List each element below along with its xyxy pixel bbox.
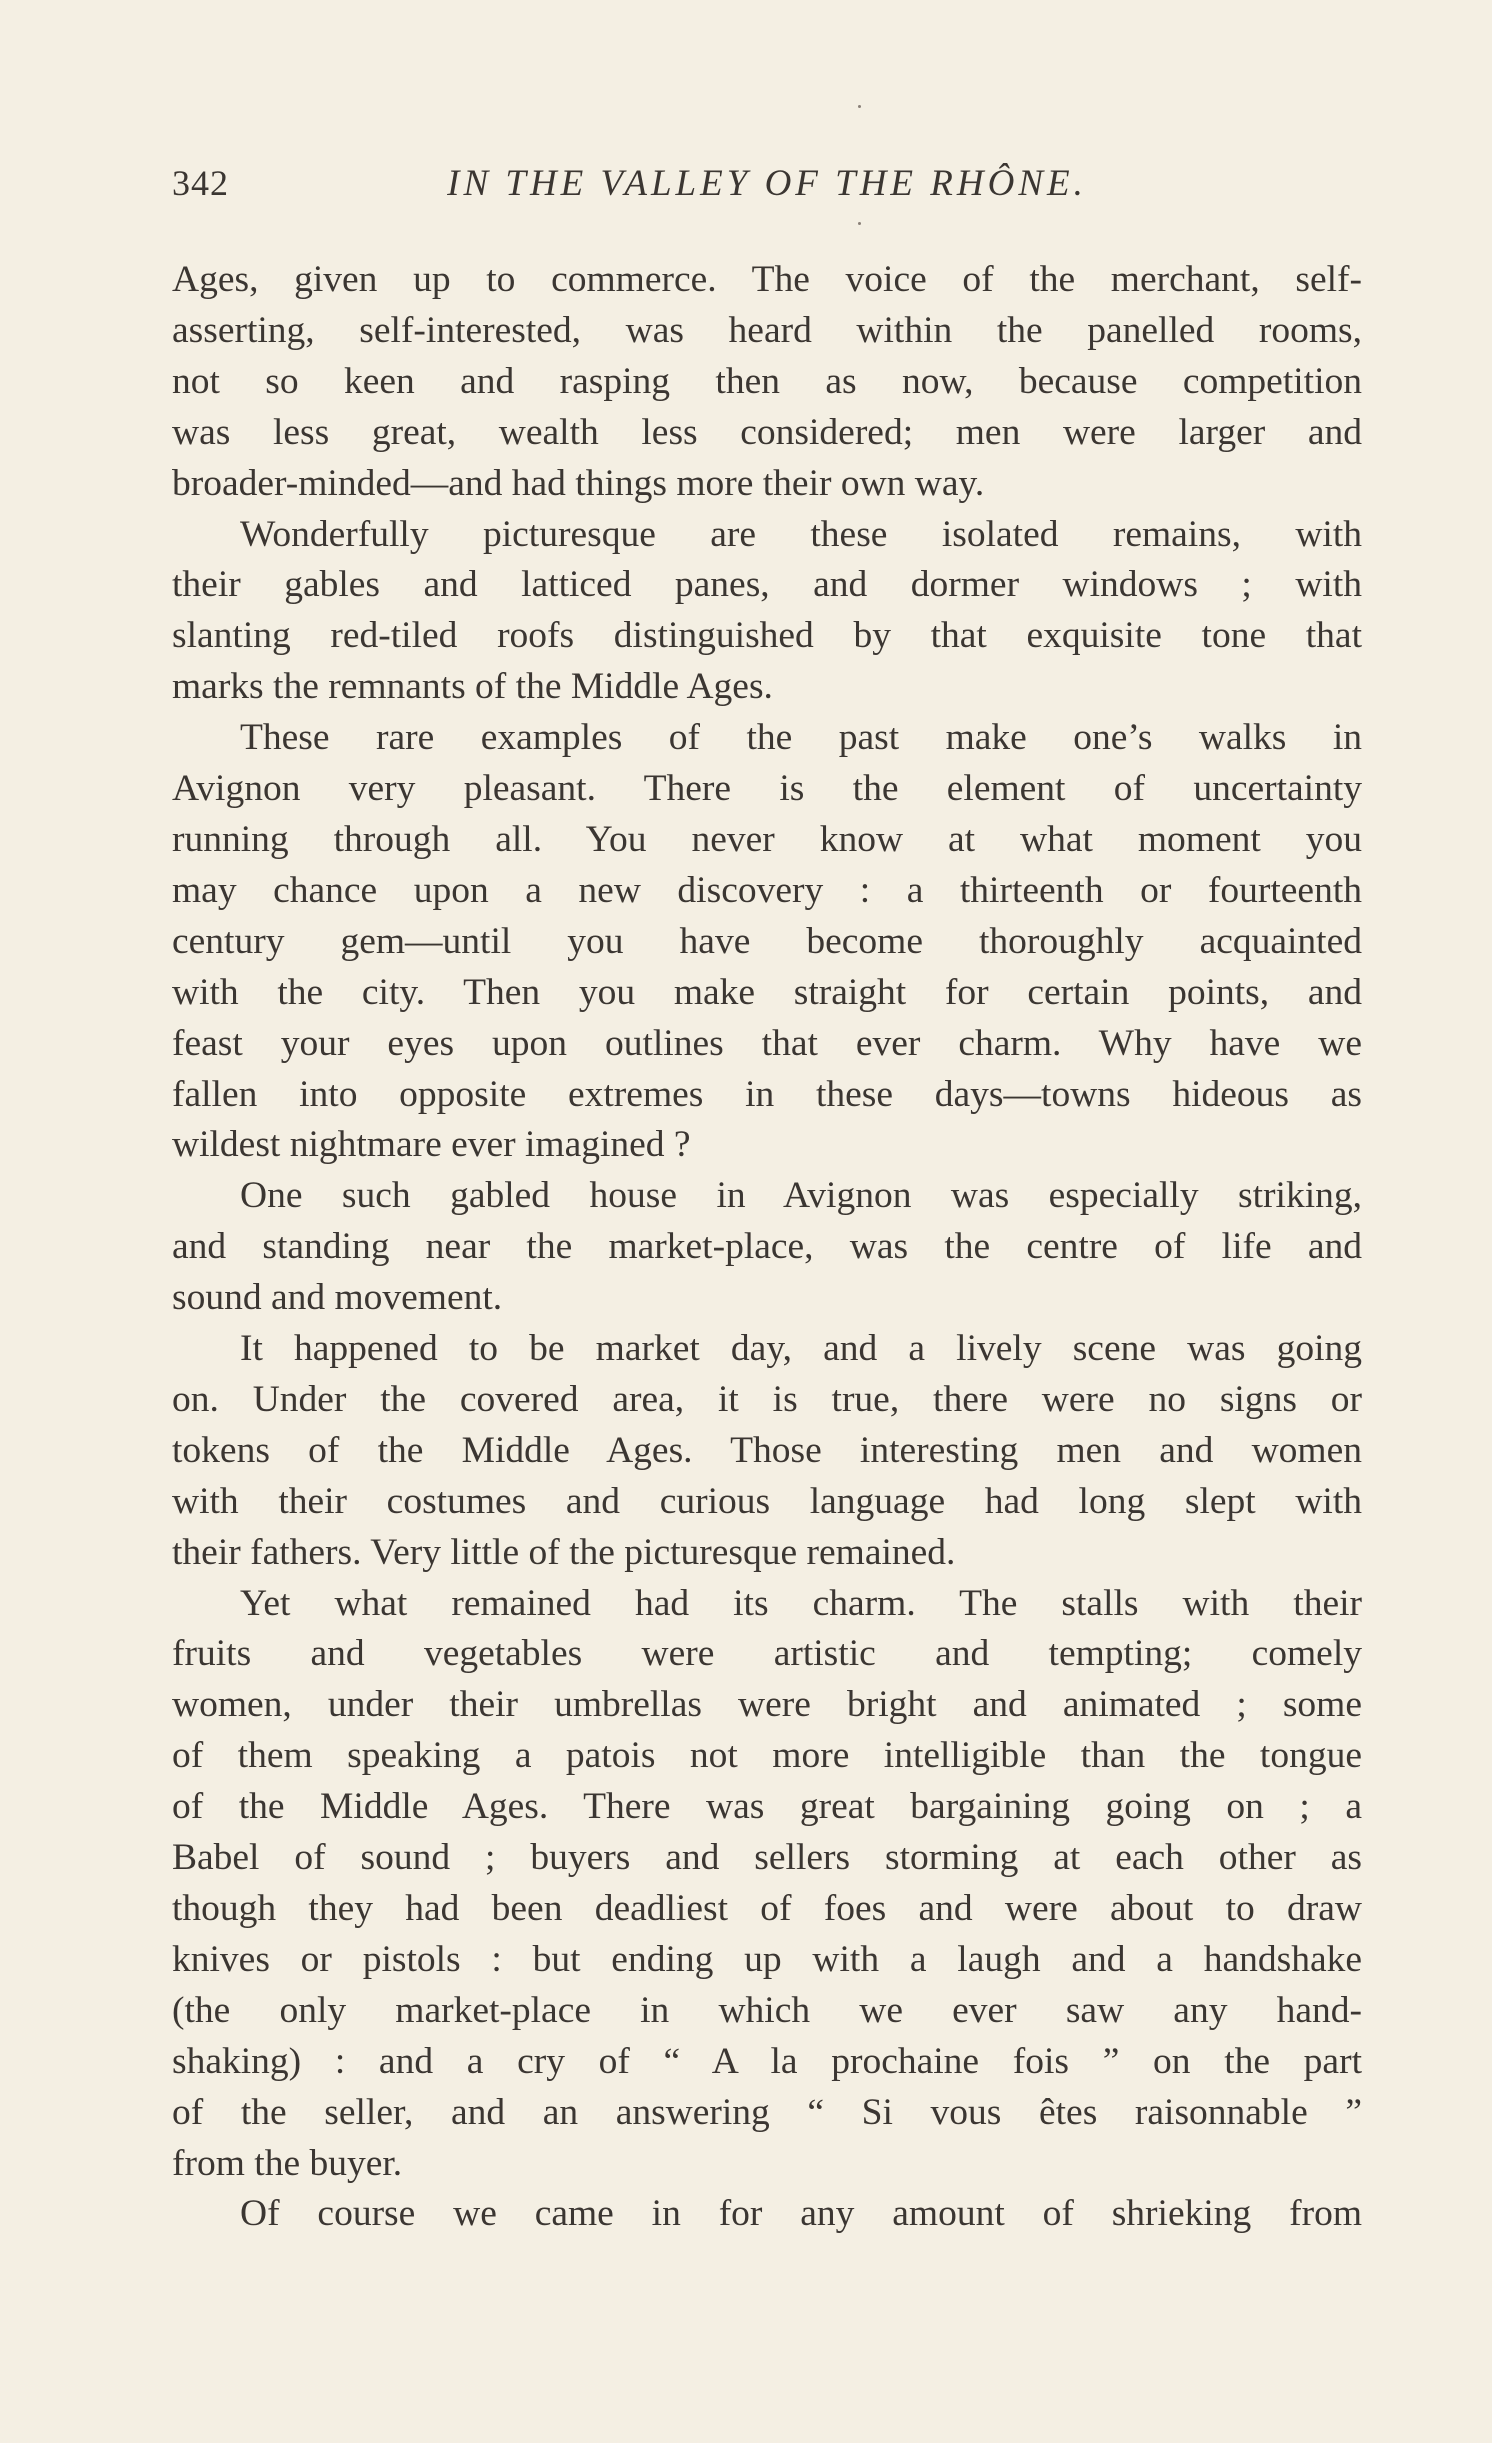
paper-speck <box>858 105 861 108</box>
text-line: One such gabled house in Avignon was especially striking, <box>240 1175 1362 1217</box>
text-line: their gables and latticed panes, and dormer windows ; with <box>172 564 1362 606</box>
text-line: fallen into opposite extremes in these days—towns hideous as <box>172 1073 1362 1115</box>
text-line: their fathers. Very little of the picturesque remained. <box>172 1531 956 1573</box>
paragraph <box>172 1324 1362 1579</box>
text-line: tokens of the Middle Ages. Those interesting men and women <box>172 1429 1362 1471</box>
text-line: (the only market-place in which we ever saw any hand- <box>172 1989 1362 2031</box>
text-line: on. Under the covered area, it is true, there were no signs or <box>172 1378 1362 1420</box>
text-line: Of course we came in for any amount of shrieking from <box>240 2193 1362 2235</box>
running-title: IN THE VALLEY OF THE RHÔNE. <box>447 163 1087 204</box>
text-line: shaking) : and a cry of “ A la prochaine fois ” on the part <box>172 2040 1362 2082</box>
page-number: 342 <box>172 163 229 203</box>
paragraph <box>172 713 1362 1171</box>
text-line: not so keen and rasping then as now, because competition <box>172 360 1362 402</box>
paper-speck <box>858 222 861 225</box>
text-line: women, under their umbrellas were bright and animated ; some <box>172 1684 1362 1726</box>
text-line: running through all. You never know at what moment you <box>172 818 1362 860</box>
text-line: fruits and vegetables were artistic and tempting; comely <box>172 1633 1362 1675</box>
text-line: from the buyer. <box>172 2142 403 2184</box>
paragraph <box>172 1579 1362 2190</box>
page-header <box>172 162 1362 212</box>
text-line: knives or pistols : but ending up with a laugh and a handshake <box>172 1938 1362 1980</box>
text-line: century gem—until you have become thoroughly acquainted <box>172 920 1362 962</box>
text-line: feast your eyes upon outlines that ever charm. Why have we <box>172 1022 1362 1064</box>
text-line: broader-minded—and had things more their own way. <box>172 462 985 504</box>
body-text <box>172 255 1362 2240</box>
text-line: Ages, given up to commerce. The voice of the merchant, self- <box>172 259 1362 300</box>
text-line: asserting, self-interested, was heard within the panelled rooms, <box>172 309 1362 351</box>
text-line: with the city. Then you make straight for certain points, and <box>172 971 1362 1013</box>
text-line: though they had been deadliest of foes and were about to draw <box>172 1888 1362 1929</box>
paragraph <box>172 510 1362 714</box>
paragraph <box>172 255 1362 510</box>
text-line: of them speaking a patois not more intelligible than the tongue <box>172 1735 1362 1777</box>
text-line: of the Middle Ages. There was great bargaining going on ; a <box>172 1786 1362 1828</box>
text-line: marks the remnants of the Middle Ages. <box>172 666 773 708</box>
text-line: sound and movement. <box>172 1277 503 1319</box>
text-line: was less great, wealth less considered; men were larger and <box>172 411 1362 453</box>
text-line: with their costumes and curious language had long slept with <box>172 1480 1362 1522</box>
text-line: Avignon very pleasant. There is the element of uncertainty <box>172 768 1362 810</box>
text-line: These rare examples of the past make one’s walks in <box>240 717 1362 759</box>
paragraph <box>172 2189 1362 2240</box>
text-line: It happened to be market day, and a lively scene was going <box>240 1328 1362 1370</box>
text-line: Yet what remained had its charm. The stalls with their <box>240 1582 1362 1624</box>
text-line: slanting red-tiled roofs distinguished by that exquisite tone that <box>172 615 1362 657</box>
paragraph <box>172 1171 1362 1324</box>
text-line: and standing near the market-place, was the centre of life and <box>172 1226 1362 1268</box>
text-line: may chance upon a new discovery : a thirteenth or fourteenth <box>172 869 1362 911</box>
text-line: of the seller, and an answering “ Si vous êtes raisonnable ” <box>172 2091 1362 2133</box>
text-line: Babel of sound ; buyers and sellers storming at each other as <box>172 1837 1362 1879</box>
text-line: wildest nightmare ever imagined ? <box>172 1124 691 1166</box>
text-line: Wonderfully picturesque are these isolated remains, with <box>240 513 1362 555</box>
